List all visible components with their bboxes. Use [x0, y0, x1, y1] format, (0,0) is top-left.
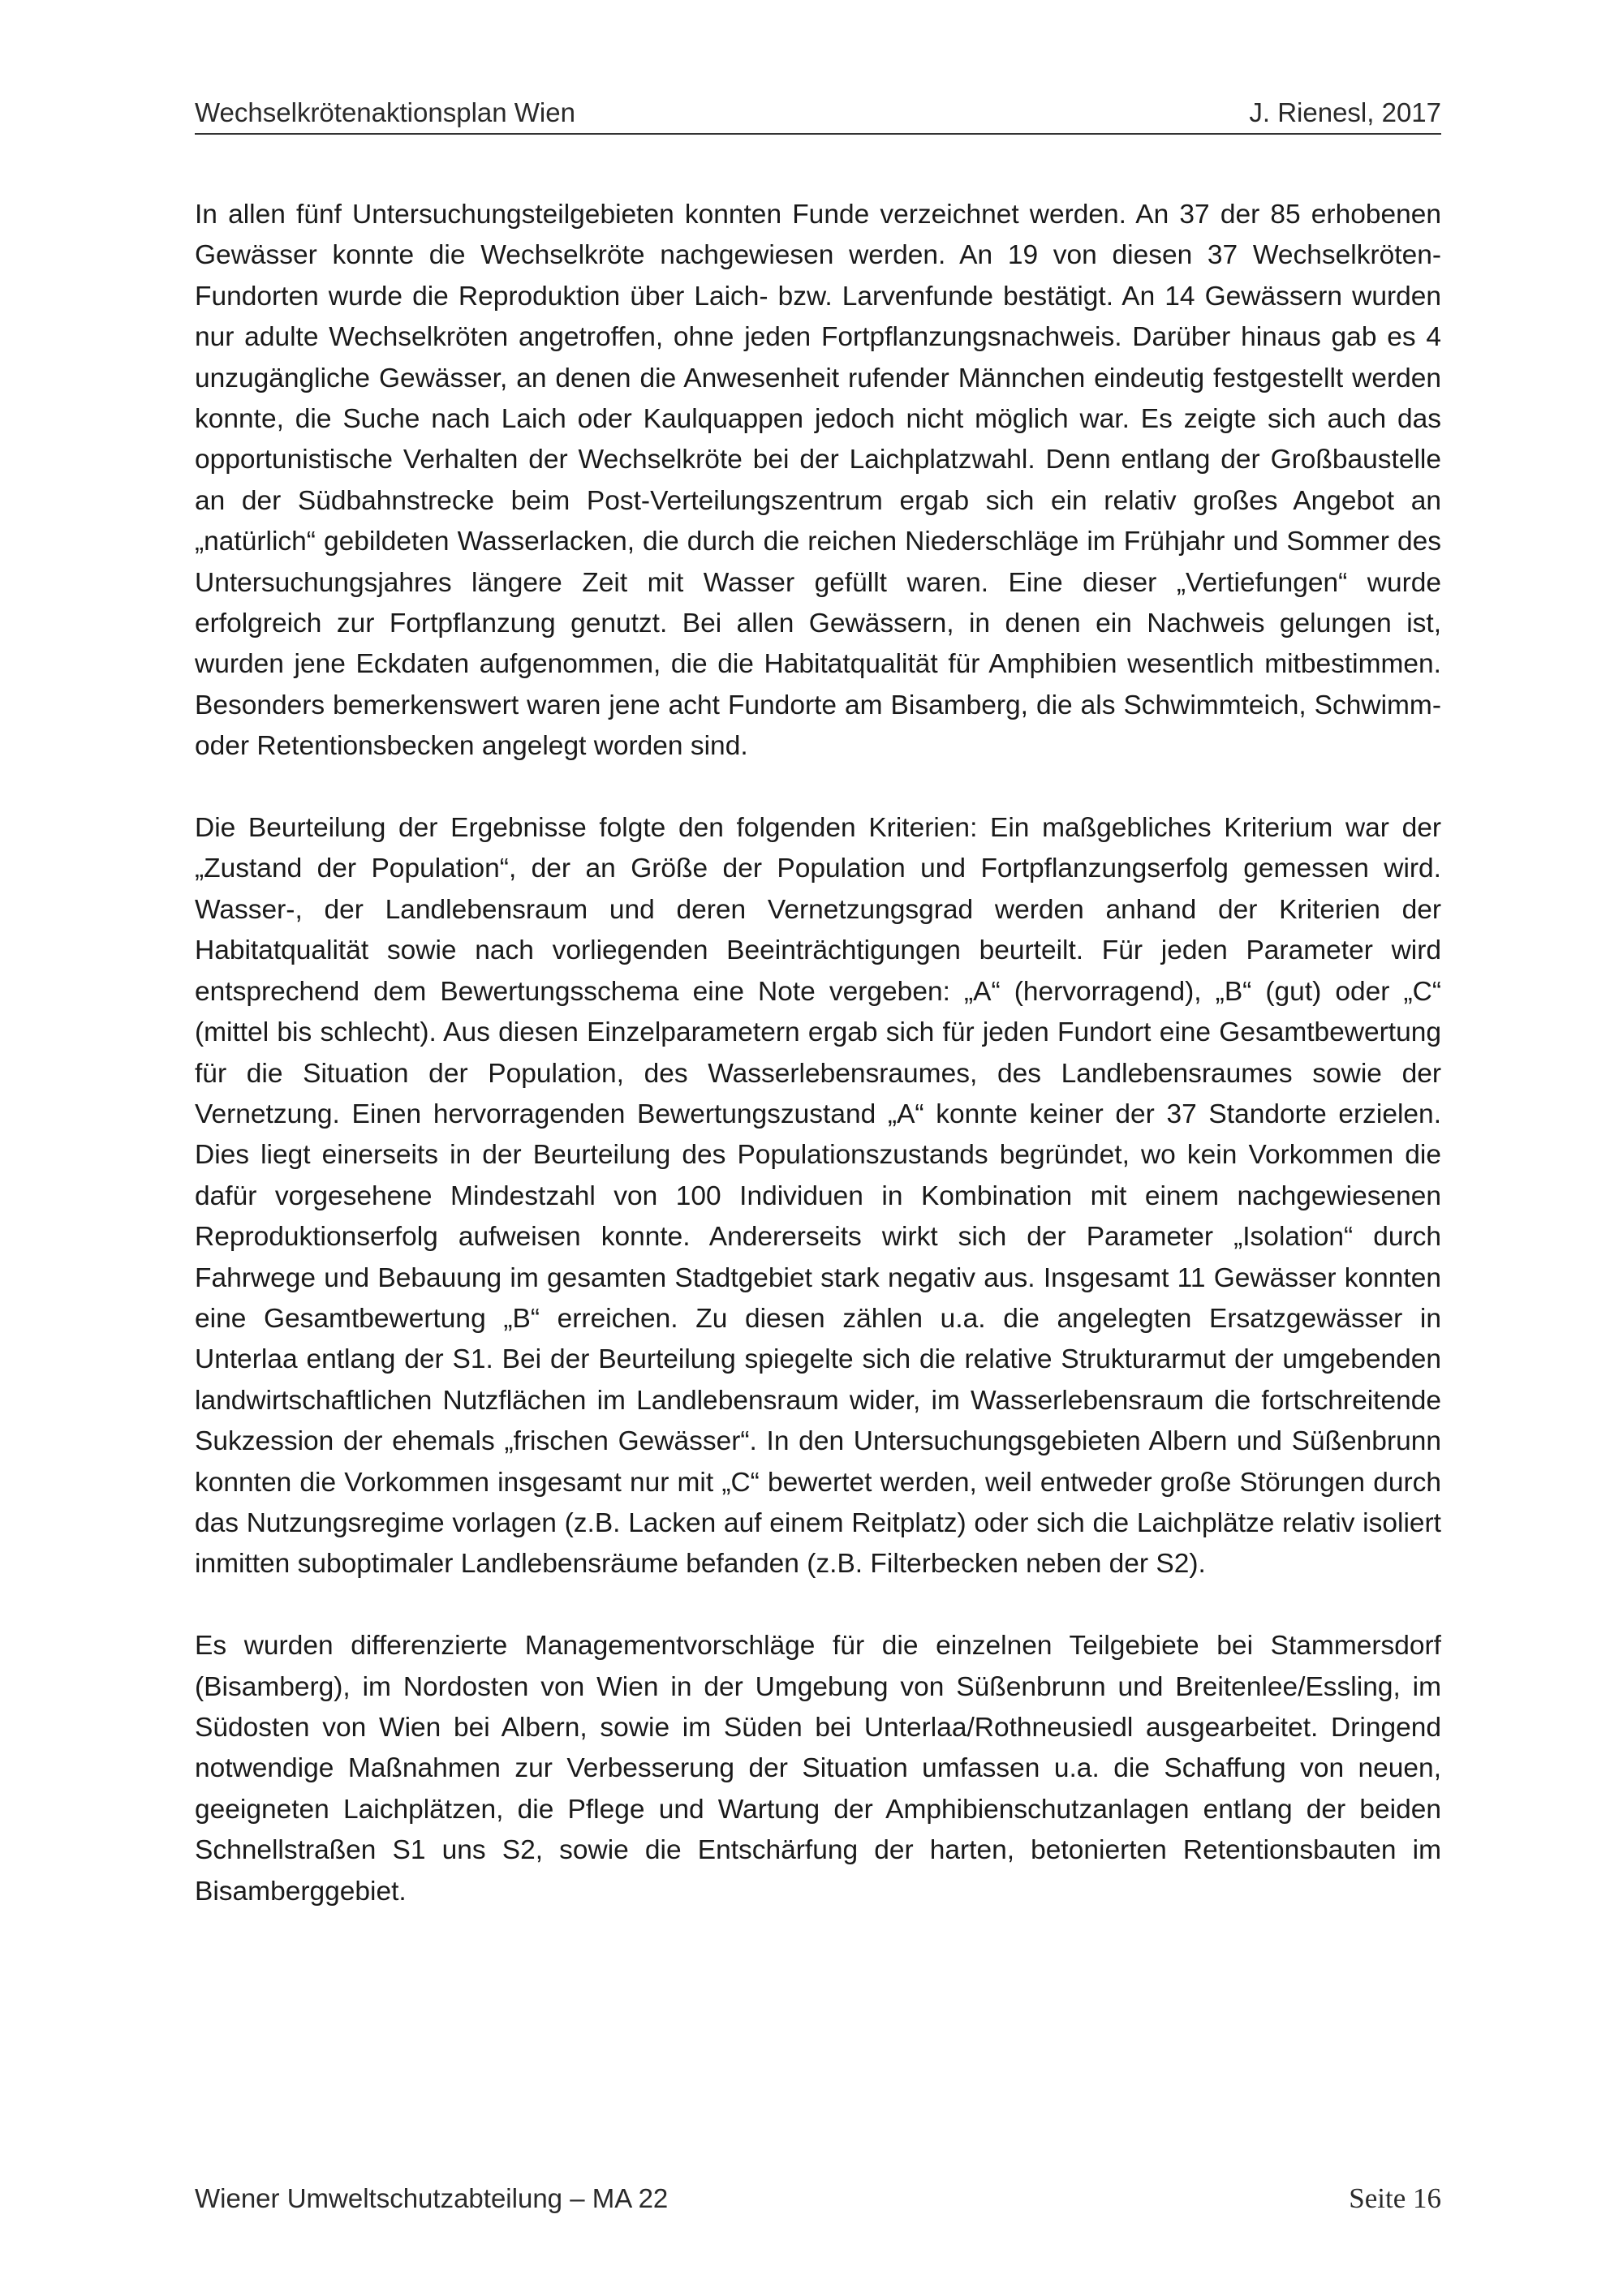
page-header: [195, 96, 1441, 135]
header-author-year: J. Rienesl, 2017: [1249, 97, 1441, 127]
header-title: Wechselkrötenaktionsplan Wien: [195, 97, 575, 127]
page-number: Seite 16: [1349, 2182, 1441, 2214]
page-footer: [195, 2178, 1441, 2219]
paragraph-management: Es wurden differenzierte Managementvorschläge für die einzelnen Teilgebiete bei Stammersdorf (Bisamberg), im Nordosten von Wien in der Umgebung von Süßenbrunn und Breitenlee/Essling, im Südosten von Wien bei Albern, sowie im Süden bei Unterlaa/Rothneusiedl ausgearbeitet. Dringend notwendige Maßnahmen zur Verbesserung der Situation umfassen u.a. die Schaffung von neuen, geeigneten Laichplätzen, die Pflege und Wartung der Amphibienschutzanlagen entlang der beiden Schnellstraßen S1 uns S2, sowie die Entschärfung der harten, betonierten Retentionsbauten im Bisamberggebiet.: [195, 1631, 1441, 1907]
body-text: [195, 195, 1441, 1912]
paragraph-results: In allen fünf Untersuchungsteilgebieten konnten Funde verzeichnet werden. An 37 der 85 erhobenen Gewässer konnte die Wechselkröte nachgewiesen werden. An 19 von diesen 37 Wechselkröten-Fundorten wurde die Reproduktion über Laich- bzw. Larvenfunde bestätigt. An 14 Gewässern wurden nur adulte Wechselkröten angetroffen, ohne jeden Fortpflanzungsnachweis. Darüber hinaus gab es 4 unzugängliche Gewässer, an denen die Anwesenheit rufender Männchen eindeutig festgestellt werden konnte, die Suche nach Laich oder Kaulquappen jedoch nicht möglich war. Es zeigte sich auch das opportunistische Verhalten der Wechselkröte bei der Laichplatzwahl. Denn entlang der Großbaustelle an der Südbahnstrecke beim Post-Verteilungszentrum ergab sich ein relativ großes Angebot an „natürlich“ gebildeten Wasserlacken, die durch die reichen Niederschläge im Frühjahr und Sommer des Untersuchungsjahres längere Zeit mit Wasser gefüllt waren. Eine dieser „Vertiefungen“ wurde erfolgreich zur Fortpflanzung genutzt. Bei allen Gewässern, in denen ein Nachweis gelungen ist, wurden jene Eckdaten aufgenommen, die die Habitatqualität für Amphibien wesentlich mitbestimmen. Besonders bemerkenswert waren jene acht Fundorte am Bisamberg, die als Schwimmteich, Schwimm- oder Retentionsbecken angelegt worden sind.: [195, 200, 1441, 762]
footer-organization: Wiener Umweltschutzabteilung – MA 22: [195, 2183, 669, 2213]
paragraph-assessment: Die Beurteilung der Ergebnisse folgte den folgenden Kriterien: Ein maßgebliches Kriterium war der „Zustand der Population“, der an Größe der Population und Fortpflanzungserfolg gemessen wird. Wasser-, der Landlebensraum und deren Vernetzungsgrad werden anhand der Kriterien der Habitatqualität sowie nach vorliegenden Beeinträchtigungen beurteilt. Für jeden Parameter wird entsprechend dem Bewertungsschema eine Note vergeben: „A“ (hervorragend), „B“ (gut) oder „C“ (mittel bis schlecht). Aus diesen Einzelparametern ergab sich für jeden Fundort eine Gesamtbewertung für die Situation der Population, des Wasserlebensraumes, des Landlebensraumes sowie der Vernetzung. Einen hervorragenden Bewertungszustand „A“ konnte keiner der 37 Standorte erzielen. Dies liegt einerseits in der Beurteilung des Populationszustands begründet, wo kein Vorkommen die dafür vorgesehene Mindestzahl von 100 Individuen in Kombination mit einem nachgewiesenen Reproduktionserfolg aufweisen konnte. Andererseits wirkt sich der Parameter „Isolation“ durch Fahrwege und Bebauung im gesamten Stadtgebiet stark negativ aus. Insgesamt 11 Gewässer konnten eine Gesamtbewertung „B“ erreichen. Zu diesen zählen u.a. die angelegten Ersatzgewässer in Unterlaa entlang der S1. Bei der Beurteilung spiegelte sich die relative Strukturarmut der umgebenden landwirtschaftlichen Nutzflächen im Landlebensraum wider, im Wasserlebensraum die fortschreitende Sukzession der ehemals „frischen Gewässer“. In den Untersuchungsgebieten Albern und Süßenbrunn konnten die Vorkommen insgesamt nur mit „C“ bewertet werden, weil entweder große Störungen durch das Nutzungsregime vorlagen (z.B. Lacken auf einem Reitplatz) oder sich die Laichplätze relativ isoliert inmitten suboptimaler Landlebensräume befanden (z.B. Filterbecken neben der S2).: [195, 813, 1441, 1580]
